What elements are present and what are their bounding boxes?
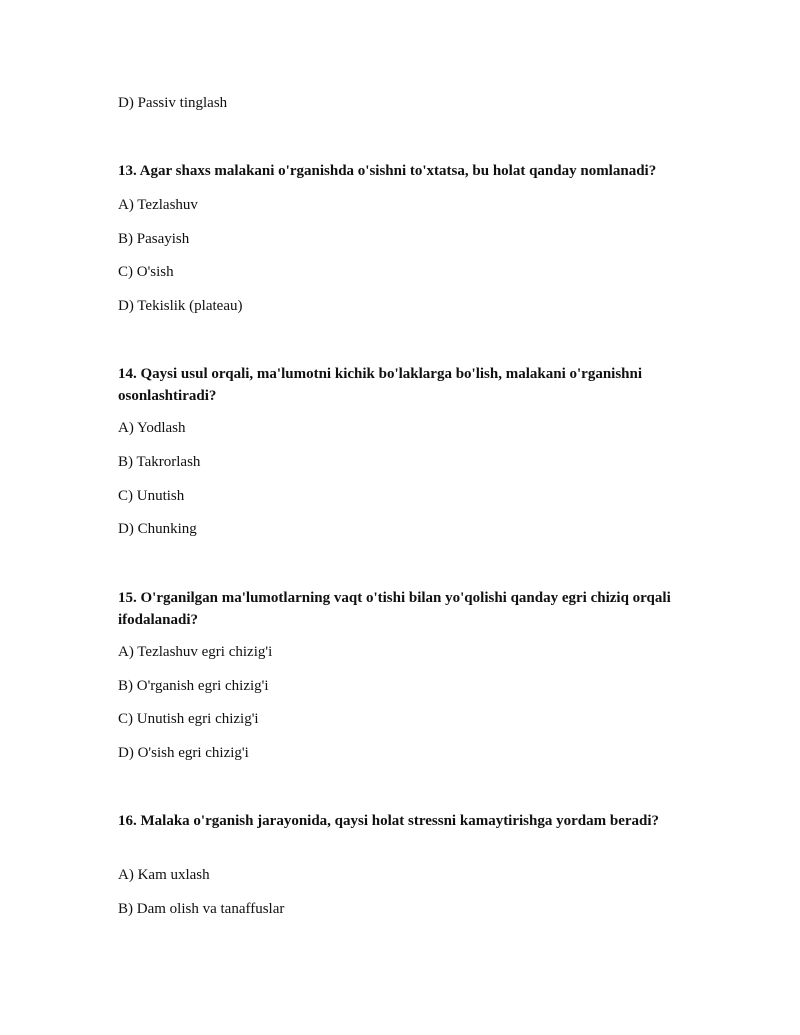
question-13-option-c: C) O'sish [118, 264, 174, 280]
question-14-option-c: C) Unutish [118, 488, 185, 504]
question-15-option-c: C) Unutish egri chizig'i [118, 711, 259, 727]
question-15-text: 15. O'rganilgan ma'lumotlarning vaqt o'tishi bilan yo'qolishi qanday egri chiziq orqali ifodalanadi? [118, 590, 671, 628]
question-13-option-a: A) Tezlashuv [118, 197, 198, 213]
question-13-option-b: B) Pasayish [118, 231, 190, 247]
question-16-text: 16. Malaka o'rganish jarayonida, qaysi holat stressni kamaytirishga yordam beradi? [118, 813, 660, 829]
question-15-option-a: A) Tezlashuv egri chizig'i [118, 644, 273, 660]
question-15-option-d: D) O'sish egri chizig'i [118, 745, 249, 761]
question-13-text: 13. Agar shaxs malakani o'rganishda o'sishni to'xtatsa, bu holat qanday nomlanadi? [118, 163, 657, 179]
question-14-option-d: D) Chunking [118, 521, 197, 537]
question-13-option-d: D) Tekislik (plateau) [118, 298, 243, 314]
question-16-option-b: B) Dam olish va tanaffuslar [118, 901, 285, 917]
question-16-option-a: A) Kam uxlash [118, 867, 210, 883]
option-item: D) Passiv tinglash [118, 95, 228, 111]
question-15-option-b: B) O'rganish egri chizig'i [118, 678, 269, 694]
question-14-option-b: B) Takrorlash [118, 454, 201, 470]
question-14-option-a: A) Yodlash [118, 420, 186, 436]
question-14-text: 14. Qaysi usul orqali, ma'lumotni kichik bo'laklarga bo'lish, malakani o'rganishni osonlashtiradi? [118, 366, 643, 404]
